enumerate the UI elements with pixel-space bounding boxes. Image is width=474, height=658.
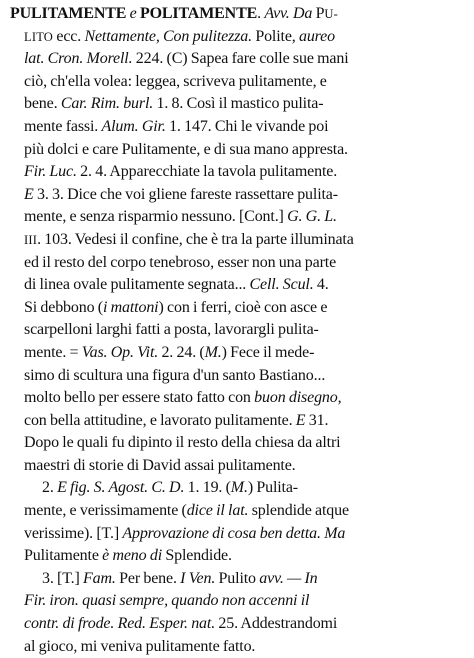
text-run: M. — [204, 343, 222, 361]
text-run: ) con i ferri, cioè con asce e — [158, 298, 328, 316]
text-run: lat. Cron. Morell. — [24, 50, 133, 68]
text-run: mente fassi. — [24, 117, 102, 135]
text-run: con bella attitudine, e lavorato pulitamente. — [24, 411, 296, 429]
text-line — [24, 455, 462, 478]
text-run: al gioco, mi veniva pulitamente fatto. — [24, 637, 256, 655]
text-run: 4. — [313, 276, 329, 294]
text-run: Fam. — [83, 569, 116, 587]
text-run: aureo — [298, 27, 335, 45]
text-run: simo di scultura una figura d'un santo Bastiano... — [24, 366, 326, 384]
text-line — [24, 365, 462, 388]
text-line — [24, 545, 462, 568]
text-line — [24, 71, 462, 94]
text-run: 2. 24. ( — [158, 343, 205, 361]
text-run: G. G. L. — [287, 208, 337, 226]
text-run: Si debbono ( — [24, 298, 103, 316]
text-line — [24, 432, 462, 455]
text-line — [24, 161, 462, 184]
text-run: Fir. iron. quasi sempre, quando non accenni il — [24, 592, 310, 610]
text-run: mente, e senza risparmio nessuno. [Cont.] — [24, 208, 288, 226]
text-run: Approvazione di cosa ben detta. Ma — [122, 524, 346, 542]
text-run: III — [24, 232, 38, 247]
text-run: Pulito — [215, 569, 260, 587]
text-run: 3. 3. Dice che voi gliene fareste rassettare pulita- — [33, 185, 338, 203]
text-run: 1. 19. ( — [184, 479, 231, 497]
sense-number: 2. — [42, 479, 58, 497]
text-run: . 103. Vedesi il confine, che è tra la parte illuminata — [37, 230, 354, 248]
text-run: mente. = — [24, 343, 82, 361]
text-run: E fig. S. Agost. C. D. — [57, 479, 185, 497]
text-line — [24, 342, 462, 365]
text-run: ecc. — [53, 27, 85, 45]
text-run: verissime). [T.] — [24, 524, 123, 542]
text-run: 1. 147. Chi le vivande poi — [165, 117, 329, 135]
text-run: mente, e verissimamente ( — [24, 502, 187, 520]
text-run: E — [24, 185, 34, 203]
text-run: avv. — In — [259, 569, 318, 587]
text-line — [24, 387, 462, 410]
text-line — [24, 500, 462, 523]
text-run: Per bene. — [115, 569, 181, 587]
text-run: P — [312, 5, 325, 22]
text-line — [24, 252, 462, 275]
text-run: ed il resto del corpo tenebroso, esser non una parte — [24, 253, 337, 271]
text-run: e — [129, 5, 137, 22]
text-run: 1. 8. Così il mastico pulita- — [153, 95, 324, 113]
text-run: maestri di storie di David assai pulitamente. — [24, 456, 296, 474]
text-run: Dopo le quali fu dipinto il resto della chiesa da altri — [24, 434, 341, 452]
text-run: Car. Rim. burl. — [60, 95, 154, 113]
text-run: Polite, — [251, 27, 299, 45]
text-line — [24, 568, 462, 591]
text-line — [24, 139, 462, 162]
text-line — [24, 116, 462, 139]
headword: PULITAMENTE — [10, 5, 130, 22]
text-run: ciò, ch'ella volea: leggea, scriveva pulitamente, e — [24, 72, 327, 90]
text-line — [24, 206, 462, 229]
text-line — [24, 590, 462, 613]
text-line — [24, 613, 462, 636]
text-line — [24, 297, 462, 320]
text-run: E — [295, 411, 306, 429]
text-run: Cell. Scul. — [249, 276, 314, 294]
text-line — [24, 636, 462, 658]
text-run: U- — [324, 7, 338, 21]
text-run: ) Pulita- — [247, 479, 298, 497]
text-line — [24, 477, 462, 500]
text-run: splendide atque — [248, 502, 349, 520]
text-run: i mattoni — [102, 298, 159, 316]
text-run: Alum. Gir. — [101, 117, 166, 135]
text-run: 31. — [305, 411, 329, 429]
text-line — [24, 410, 462, 433]
text-run: scarpelloni larghi fatti a posta, lavorargli pulita- — [24, 321, 319, 339]
text-line — [24, 319, 462, 342]
text-line — [24, 26, 462, 49]
text-line — [24, 48, 462, 71]
text-run: Avv. Da — [264, 5, 313, 22]
text-run: Nettamente, Con pulitezza. — [84, 27, 252, 45]
text-run: . — [257, 5, 265, 22]
text-run: buon disegno, — [254, 389, 342, 407]
text-run: ) Fece il mede- — [221, 343, 315, 361]
text-run: bene. — [24, 95, 61, 113]
text-run: contr. di frode. Red. Esper. nat. — [24, 615, 216, 633]
sense-number: 3. [T.] — [42, 569, 84, 587]
text-run: più dolci e care Pulitamente, e di sua mano appresta. — [24, 140, 348, 158]
text-run: LITO — [24, 29, 54, 44]
text-line — [24, 93, 462, 116]
text-run: di linea ovale pulitamente segnata... — [24, 276, 250, 294]
text-line — [24, 523, 462, 546]
text-run: M. — [230, 479, 248, 497]
text-run: Vas. Op. Vit. — [81, 343, 159, 361]
text-run: Splendide. — [162, 547, 232, 565]
text-run: molto bello per essere stato fatto con — [24, 389, 255, 407]
text-run: I Ven. — [180, 569, 216, 587]
text-run: 25. Addestrandomi — [215, 615, 338, 633]
text-run: 224. (C) Sapea fare colle sue mani — [132, 50, 349, 68]
text-line — [24, 274, 462, 297]
text-run: Fir. Luc. — [24, 163, 77, 181]
text-line — [24, 184, 462, 207]
text-run: dice il lat. — [186, 502, 249, 520]
headword-variant: POLITAMENTE — [136, 5, 258, 22]
text-run: Pulitamente — [24, 547, 103, 565]
text-run: 2. 4. Apparecchiate la tavola pulitamente. — [76, 163, 338, 181]
text-run: è meno di — [102, 547, 162, 565]
text-line — [10, 3, 462, 26]
text-line — [24, 229, 462, 252]
